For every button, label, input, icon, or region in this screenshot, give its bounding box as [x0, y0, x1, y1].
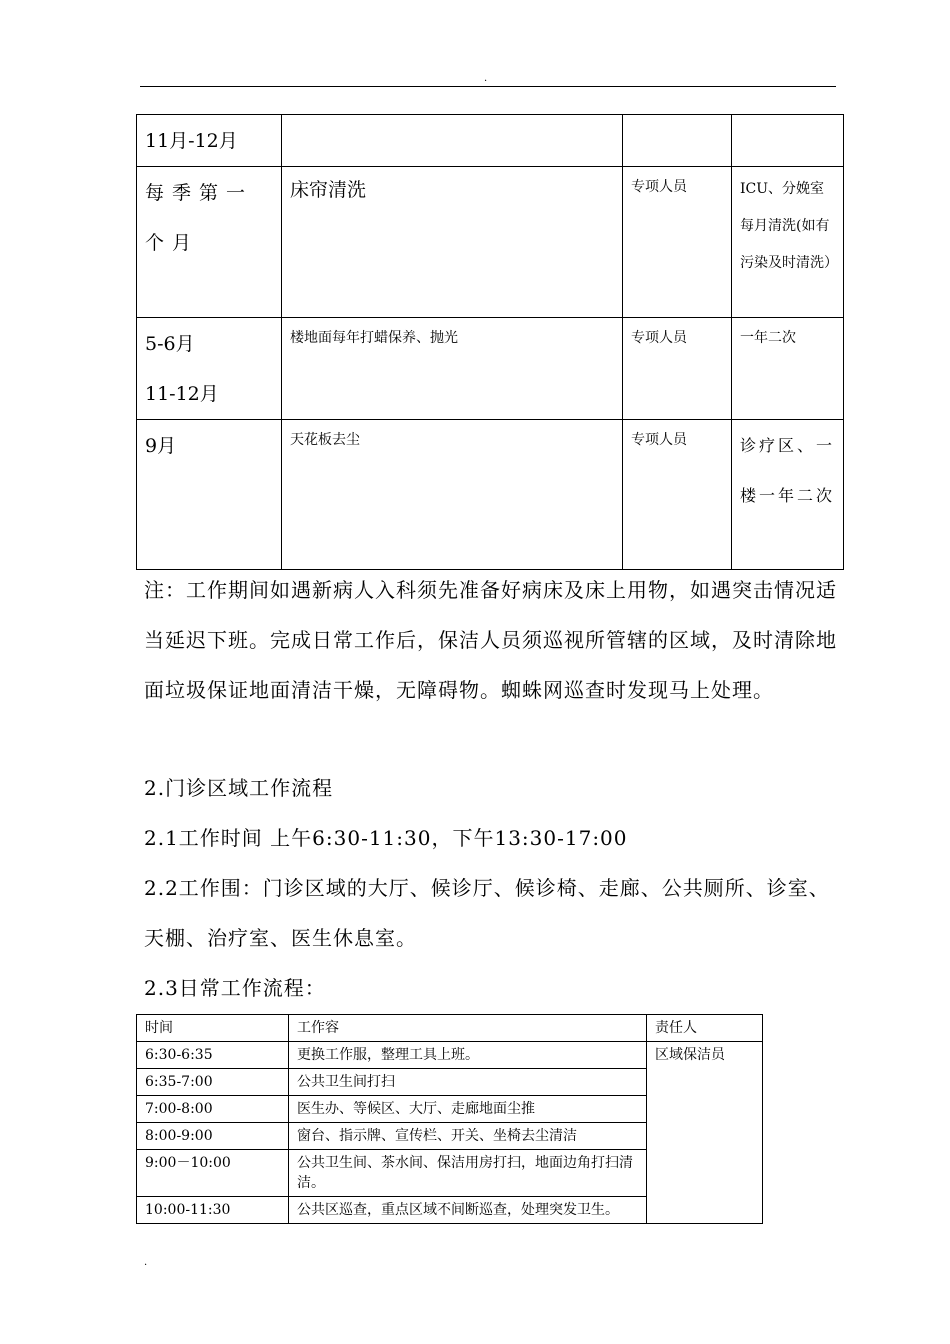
- period-cell: 9月: [137, 420, 282, 570]
- section-2-1: 2.1工作时间 上午6:30-11:30，下午13:30-17:00: [144, 826, 628, 850]
- content-cell: 公共区巡查，重点区域不间断巡查，处理突发卫生。: [289, 1197, 647, 1224]
- header-content: 工作容: [289, 1015, 647, 1042]
- note-cell: 诊疗区、一楼一年二次: [732, 420, 844, 570]
- table-row: [137, 167, 844, 318]
- daily-workflow-table: [136, 1014, 763, 1224]
- schedule-table: [136, 114, 844, 570]
- time-cell: 7:00-8:00: [137, 1096, 289, 1123]
- table-row: [137, 420, 844, 570]
- table-header-row: [137, 1015, 763, 1042]
- footer-mark: .: [144, 1257, 148, 1268]
- note-cell: [732, 115, 844, 167]
- period-cell: 11月-12月: [137, 115, 282, 167]
- time-cell: 6:35-7:00: [137, 1069, 289, 1096]
- task-cell: 天花板去尘: [282, 420, 623, 570]
- content-cell: 公共卫生间、茶水间、保洁用房打扫，地面边角打扫清洁。: [289, 1150, 647, 1197]
- header-owner: 责任人: [647, 1015, 763, 1042]
- content-cell: 医生办、等候区、大厅、走廊地面尘推: [289, 1096, 647, 1123]
- time-cell: 9:00－10:00: [137, 1150, 289, 1197]
- period-cell: 5-6月 11-12月: [137, 318, 282, 420]
- person-cell: 专项人员: [623, 167, 732, 318]
- note-cell: 一年二次: [732, 318, 844, 420]
- time-cell: 8:00-9:00: [137, 1123, 289, 1150]
- time-cell: 10:00-11:30: [137, 1197, 289, 1224]
- content-cell: 更换工作服，整理工具上班。: [289, 1042, 647, 1069]
- section-2-3: 2.3日常工作流程：: [144, 976, 326, 1000]
- header-mark: .: [484, 73, 488, 84]
- task-cell: [282, 115, 623, 167]
- content-cell: 窗台、指示牌、宣传栏、开关、坐椅去尘清洁: [289, 1123, 647, 1150]
- person-cell: [623, 115, 732, 167]
- note-cell: ICU、分娩室每月清洗(如有污染及时清洗）: [732, 167, 844, 318]
- section-2-title: 2.门诊区域工作流程: [144, 776, 334, 800]
- task-cell: 楼地面每年打蜡保养、抛光: [282, 318, 623, 420]
- person-cell: 专项人员: [623, 318, 732, 420]
- task-cell: 床帘清洗: [282, 167, 623, 318]
- table-row: [137, 1042, 763, 1069]
- period-cell: 每季第一个月: [137, 167, 282, 318]
- header-time: 时间: [137, 1015, 289, 1042]
- section-2-2: 2.2工作围：门诊区域的大厅、候诊厅、候诊椅、走廊、公共厕所、诊室、天棚、治疗室、医生休息室。: [144, 876, 830, 950]
- time-cell: 6:30-6:35: [137, 1042, 289, 1069]
- table-row: [137, 115, 844, 167]
- note-paragraph: 注：工作期间如遇新病人入科须先准备好病床及床上用物，如遇突击情况适当延迟下班。完成日常工作后，保洁人员须巡视所管辖的区域，及时清除地面垃圾保证地面清洁干燥，无障碍物。蜘蛛网巡查时发现马上处理。: [144, 578, 837, 702]
- content-cell: 公共卫生间打扫: [289, 1069, 647, 1096]
- table-row: [137, 318, 844, 420]
- header-rule: [140, 86, 836, 87]
- owner-cell: 区域保洁员: [647, 1042, 763, 1224]
- person-cell: 专项人员: [623, 420, 732, 570]
